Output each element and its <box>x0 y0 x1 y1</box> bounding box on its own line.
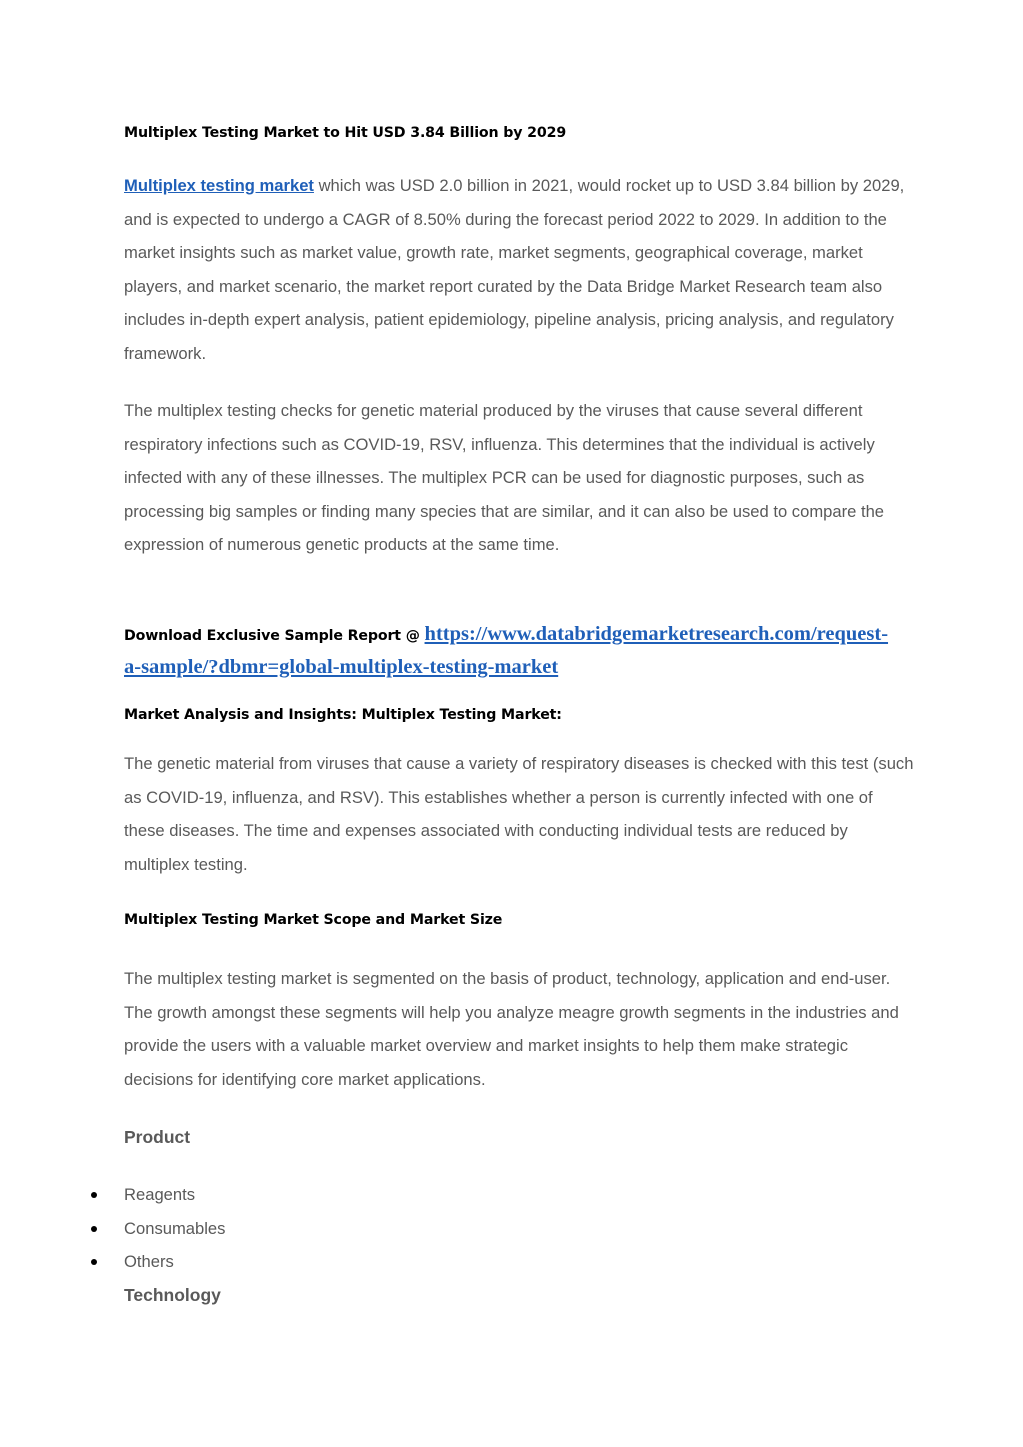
bullet-icon <box>91 1192 97 1198</box>
bullet-icon <box>91 1259 97 1265</box>
scope-paragraph: The multiplex testing market is segmented on the basis of product, technology, application and end-user. The growth amongst these segments will help you analyze meagre growth segments in the industries and provide the users with a valuable market overview and market insights to help them make strategic decisions for identifying core market applications. <box>124 969 899 1089</box>
bullet-icon <box>91 1226 97 1232</box>
description-paragraph: The multiplex testing checks for genetic material produced by the viruses that cause several different respiratory infections such as COVID-19, RSV, influenza. This determines that the individual is actively infected with any of these illnesses. The multiplex PCR can be used for diagnostic purposes, such as processing big samples or finding many species that are similar, and it can also be used to compare the expression of numerous genetic products at the same time. <box>124 401 885 555</box>
download-label: Download Exclusive Sample Report @ <box>124 628 425 644</box>
scope-heading: Multiplex Testing Market Scope and Market Size <box>124 912 503 928</box>
document-title: Multiplex Testing Market to Hit USD 3.84 Billion by 2029 <box>124 125 567 141</box>
list-item <box>124 1178 225 1212</box>
sample-report-link[interactable]: https://www.databridgemarketresearch.com/request- <box>424 623 889 645</box>
download-line-1 <box>124 618 914 653</box>
sample-report-link-continued[interactable]: a-sample/?dbmr=global-multiplex-testing-market <box>124 656 559 678</box>
list-item-label: Others <box>124 1252 174 1272</box>
intro-text: which was USD 2.0 billion in 2021, would rocket up to USD 3.84 billion by 2029, and is expected to undergo a CAGR of 8.50% during the forecast period 2022 to 2029. In addition to the market insights such as market value, growth rate, market segments, geographical coverage, market players, and market scenario, the market report curated by the Data Bridge Market Research team also includes in-depth expert analysis, patient epidemiology, pipeline analysis, pricing analysis, and regulatory framework. <box>124 176 905 363</box>
intro-paragraph <box>124 169 914 371</box>
analysis-paragraph: The genetic material from viruses that cause a variety of respiratory diseases is checked with this test (such as COVID-19, influenza, and RSV). This establishes whether a person is currently infected with one of these diseases. The time and expenses associated with conducting individual tests are reduced by multiplex testing. <box>124 754 914 874</box>
technology-heading: Technology <box>124 1285 221 1305</box>
download-line-2 <box>124 651 914 685</box>
list-item <box>124 1212 225 1246</box>
list-item <box>124 1245 225 1279</box>
product-list <box>124 1178 225 1279</box>
analysis-heading: Market Analysis and Insights: Multiplex Testing Market: <box>124 707 562 723</box>
list-item-label: Consumables <box>124 1218 226 1238</box>
market-link[interactable]: Multiplex testing market <box>124 176 314 195</box>
product-heading: Product <box>124 1127 191 1147</box>
list-item-label: Reagents <box>124 1185 196 1204</box>
